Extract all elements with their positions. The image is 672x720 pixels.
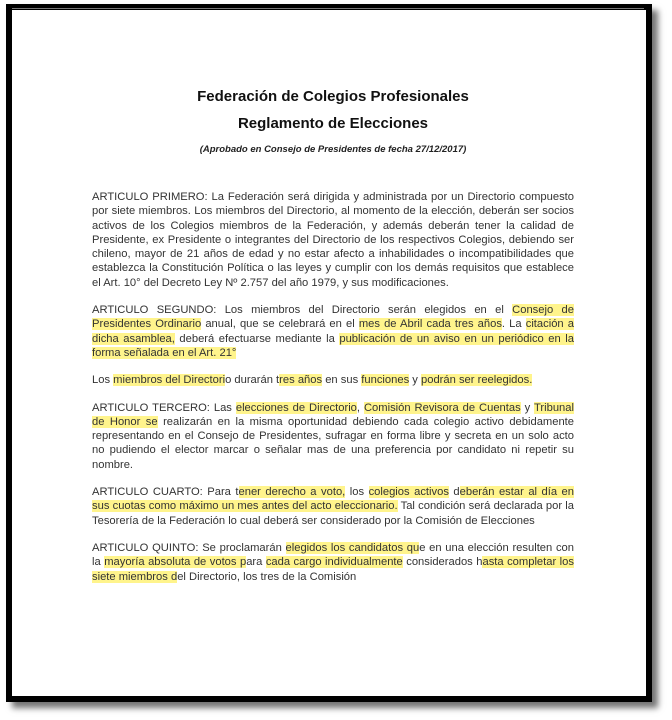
article-cuarto — [92, 485, 574, 528]
document-subtitle-heading: Reglamento de Elecciones — [237, 115, 429, 132]
article-segundo — [92, 303, 574, 360]
highlight: citación a dicha asamblea, — [92, 318, 574, 345]
article-text: ARTICULO SEGUNDO: Los miembros del Directorio serán elegidos en el — [92, 304, 513, 317]
article-text: los — [345, 486, 369, 499]
article-text: deberá efectuarse mediante la — [174, 332, 340, 345]
highlight: funciones — [361, 374, 410, 387]
highlight: Comisión Revisora de Cuentas — [363, 401, 521, 414]
article-text: . La — [501, 318, 526, 331]
article-segundo-continuation — [92, 373, 574, 387]
highlight: cada cargo individualmente — [265, 556, 403, 569]
document-page — [92, 84, 574, 584]
article-text: ARTICULO QUINTO: Se proclamarán — [92, 541, 286, 554]
article-text: y — [409, 374, 421, 387]
article-tercero — [92, 401, 574, 472]
highlight: res años — [279, 374, 323, 387]
highlight: asta completar los siete miembros d — [92, 556, 574, 583]
highlight: Consejo de Presidentes Ordinario — [92, 304, 574, 331]
highlight: miembros del Directori — [113, 374, 226, 387]
article-text: y — [520, 401, 534, 414]
approval-note: (Aprobado en Consejo de Presidentes de fecha 27/12/2017) — [199, 144, 467, 155]
article-text: el Directorio, los tres de la Comisión — [177, 570, 357, 583]
highlight: podrán ser reelegidos. — [421, 374, 533, 387]
article-text: ARTICULO PRIMERO: La Federación será dirigida y administrada por un Directorio compuesto por siete miembros. Los miembros del Directorio, al momento de la elección, deberán ser socios activos de los Colegios miembros de la Federación, y además deberán tener la calidad de Presidente, ex Presidente o integrantes del Directorio de los respectivos Colegios, debiendo ser chileno, mayor de 21 años de edad y no estar afecto a inhabilidades o incompatibilidades que establezca la Constitución Política o las leyes y cumplir con los demás requisitos que establece el Art. 10° del Decreto Ley Nº 2.757 del año 1979, y sus modificaciones. — [92, 191, 574, 289]
article-text: en sus — [322, 374, 362, 387]
article-text: ARTICULO TERCERO: Las — [92, 401, 236, 414]
article-text: Tal condición será declarada por la Tesorería de la Federación lo cual deberá ser considerado por la Comisión de Elecciones — [92, 500, 575, 527]
article-text: o durarán t — [225, 374, 280, 387]
article-text: e en una elección resulten con la — [92, 541, 575, 569]
highlight: elecciones de Directorio — [235, 401, 357, 414]
highlight: mayoría absoluta de votos p — [104, 556, 247, 569]
highlight: ener derecho a voto, — [238, 486, 346, 499]
highlight: mes de Abril cada tres años — [358, 318, 502, 331]
article-text: realizarán en la misma oportunidad debiendo cada colegio activo debidamente representando en el Consejo de Presidentes, sufragar en forma libre y secreta en un solo acto no pudiendo el elector marcar o señalar mas de una preferencia por candidato ni repetir su nombre. — [92, 415, 575, 471]
article-text: considerados h — [402, 556, 483, 569]
highlight: publicación de un aviso en un periódico en la forma señalada en el Art. 21° — [92, 332, 574, 359]
article-text: Los — [92, 374, 114, 387]
top-rule — [12, 8, 644, 9]
article-text: anual, que se celebrará en el — [201, 318, 359, 331]
highlight: eberán estar al día en sus cuotas como máximo un mes antes del acto eleccionario. — [92, 486, 574, 513]
article-primero — [92, 190, 574, 290]
highlight: colegios activos — [368, 486, 449, 499]
article-text: ARTICULO CUARTO: Para t — [92, 486, 239, 499]
document-title: Federación de Colegios Profesionales — [197, 88, 469, 105]
highlight: Tribunal de Honor se — [92, 401, 574, 428]
article-quinto — [92, 541, 574, 584]
highlight: elegidos los candidatos qu — [285, 541, 420, 554]
article-text: d — [448, 486, 460, 499]
article-text: , — [356, 401, 364, 414]
article-text: ara — [246, 556, 266, 569]
